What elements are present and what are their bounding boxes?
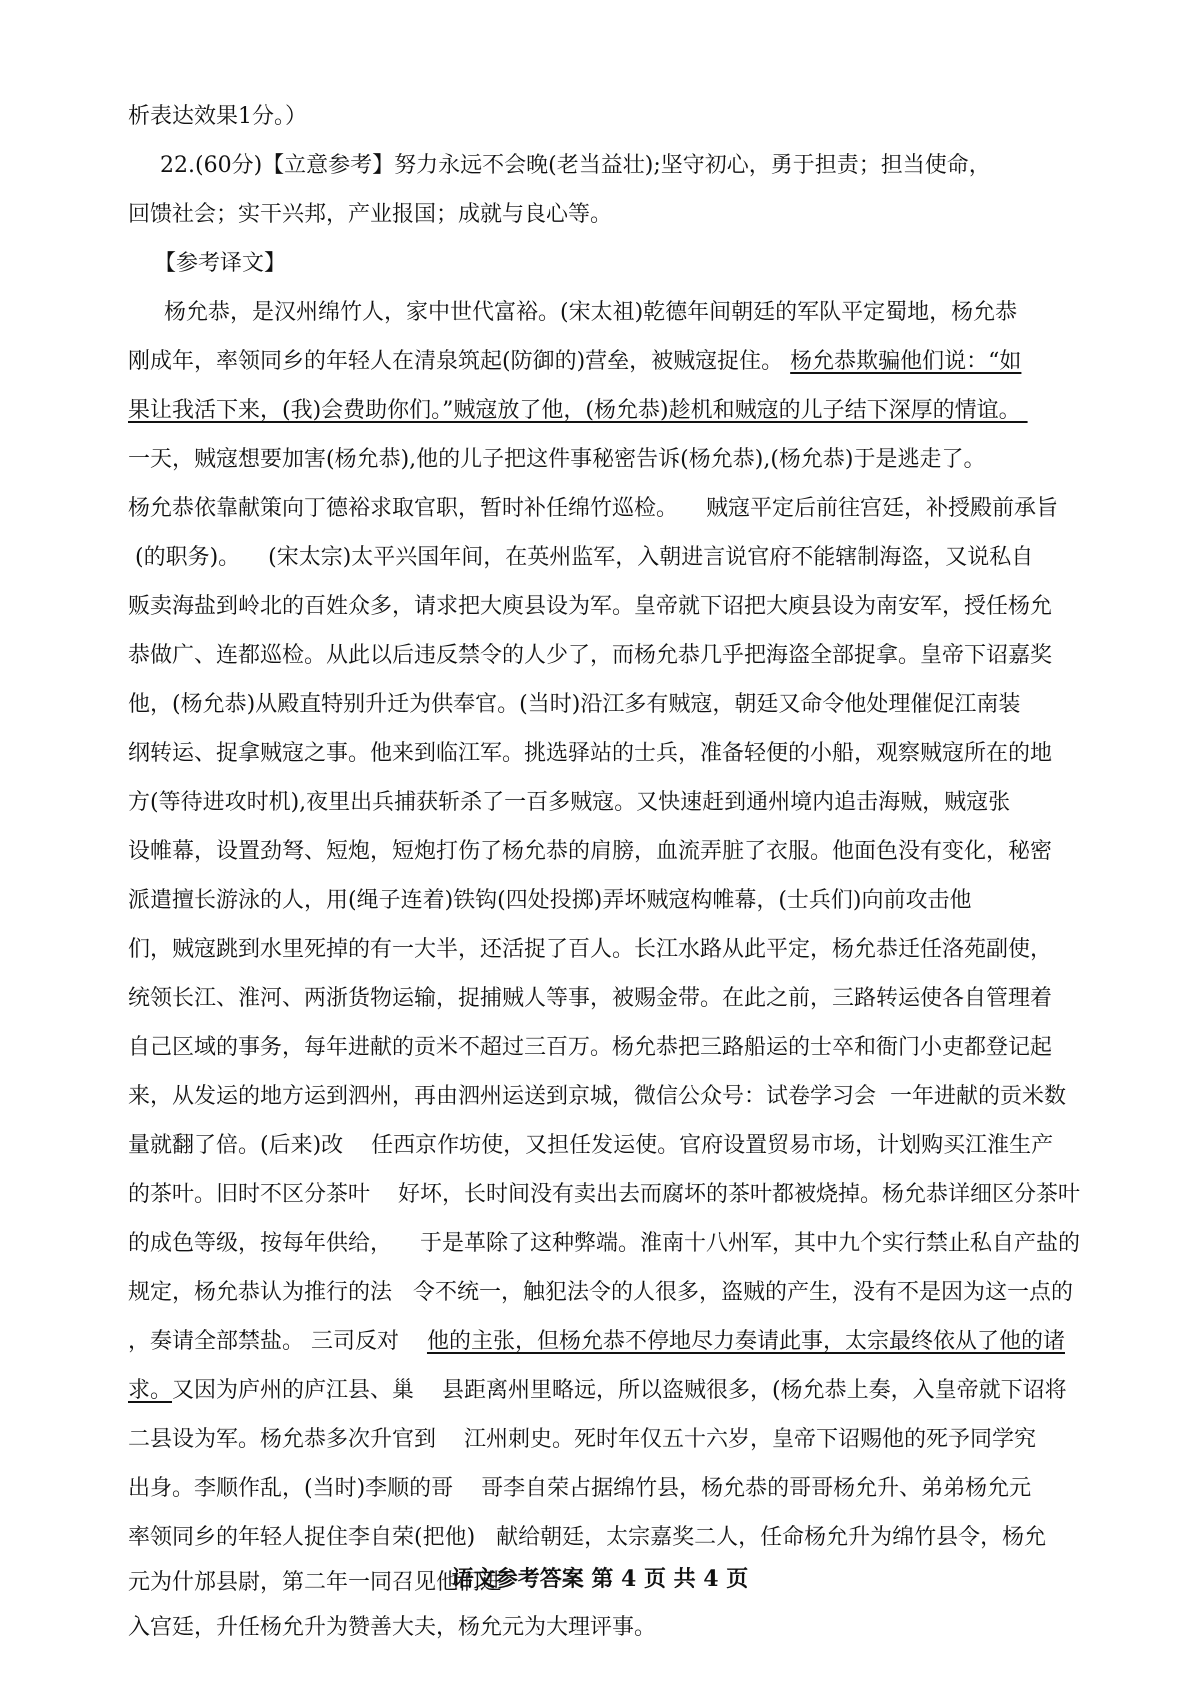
line-text: 派遣擅长游泳的人，用(绳子连着)铁钩(四处投掷)弄坏贼寇构帷幕，(士兵们)向前攻击他	[128, 888, 972, 913]
line-text: 统领长江、淮河、两浙货物运输，捉捕贼人等事，被赐金带。在此之前，三路转运使各自管理着	[128, 986, 1053, 1011]
text-line	[128, 396, 1028, 426]
text-line	[128, 1327, 1065, 1357]
text-line	[128, 347, 1021, 377]
text-line	[128, 445, 986, 475]
text-line	[128, 494, 1058, 524]
text-line	[128, 1131, 1053, 1161]
text-line	[128, 739, 1052, 769]
underlined-text: 果让我活下来，(我)会费助你们。”贼寇放了他，(杨允恭)趁机和贼寇的儿子结下深厚的情谊。	[128, 398, 1028, 423]
line-text: 出身。李顺作乱，(当时)李顺的哥 哥李自荣占据绵竹县，杨允恭的哥哥杨允升、弟弟杨允元	[128, 1476, 1032, 1501]
line-text: 二县设为军。杨允恭多次升官到 江州刺史。死时年仅五十六岁，皇帝下诏赐他的死予同学究	[128, 1427, 1036, 1452]
line-text: 纲转运、捉拿贼寇之事。他来到临江军。挑选驿站的士兵，准备轻便的小船，观察贼寇所在的地	[128, 741, 1053, 766]
text-line	[128, 788, 1010, 818]
line-text: 自己区域的事务，每年进献的贡米不超过三百万。杨允恭把三路船运的士卒和衙门小吏都登记起	[128, 1035, 1053, 1060]
line-text: 【参考译文】	[154, 251, 287, 276]
text-line	[128, 1278, 1073, 1308]
line-text: 杨允恭依靠献策向丁德裕求取官职，暂时补任绵竹巡检。 贼寇平定后前往宫廷，补授殿前承旨	[128, 496, 1058, 521]
line-text: 入宫廷，升任杨允升为赞善大夫，杨允元为大理评事。	[128, 1615, 657, 1640]
line-text: ，奏请全部禁盐。 三司反对	[128, 1329, 427, 1354]
line-text: 他，(杨允恭)从殿直特别升迁为供奉官。(当时)沿江多有贼寇，朝廷又命令他处理催促江南装	[128, 692, 1021, 717]
line-text: 的成色等级，按每年供给， 于是革除了这种弊端。淮南十八州军，其中九个实行禁止私自产盐的	[128, 1231, 1080, 1256]
text-line	[128, 984, 1052, 1014]
text-line	[128, 592, 1052, 622]
line-text: 们，贼寇跳到水里死掉的有一大半，还活捉了百人。长江水路从此平定，杨允恭迁任洛苑副使，	[128, 937, 1053, 962]
text-line	[128, 837, 1052, 867]
text-line	[128, 935, 1052, 965]
line-text: 恭做广、连都巡检。从此以后违反禁令的人少了，而杨允恭几乎把海盗全部捉拿。皇帝下诏嘉奖	[128, 643, 1053, 668]
text-line	[164, 298, 1017, 328]
text-line	[128, 1376, 1067, 1406]
line-text: 析表达效果1分。）	[128, 104, 307, 129]
line-text: 贩卖海盐到岭北的百姓众多，请求把大庾县设为军。皇帝就下诏把大庾县设为南安军，授任杨允	[128, 594, 1053, 619]
line-text: 的茶叶。旧时不区分茶叶 好坏，长时间没有卖出去而腐坏的茶叶都被烧掉。杨允恭详细区分茶叶	[128, 1182, 1080, 1207]
text-line	[128, 102, 307, 132]
text-line	[128, 543, 1033, 573]
text-line	[128, 200, 612, 230]
text-line	[128, 1474, 1031, 1504]
text-line	[128, 1613, 656, 1643]
line-text: 杨允恭，是汉州绵竹人，家中世代富裕。(宋太祖)乾德年间朝廷的军队平定蜀地，杨允恭	[164, 300, 1018, 325]
line-text: 方(等待进攻时机),夜里出兵捕获斩杀了一百多贼寇。又快速赶到通州境内追击海贼，贼寇张	[128, 790, 1011, 815]
page-footer: 语文参考答案 第 4 页 共 4 页	[451, 1566, 749, 1592]
line-text: 刚成年，率领同乡的年轻人在清泉筑起(防御的)营垒，被贼寇捉住。	[128, 349, 791, 374]
underlined-text: 求。	[128, 1378, 173, 1403]
text-line	[128, 690, 1020, 720]
text-line	[128, 1082, 1066, 1112]
line-text: 规定，杨允恭认为推行的法 令不统一，触犯法令的人很多，盗贼的产生，没有不是因为这一点的	[128, 1280, 1073, 1305]
underlined-text: 他的主张，但杨允恭不停地尽力奏请此事，太宗最终依从了他的诸	[426, 1329, 1065, 1354]
text-line	[128, 1033, 1052, 1063]
line-text: 设帷幕，设置劲弩、短炮，短炮打伤了杨允恭的肩膀，血流弄脏了衣服。他面色没有变化，秘密	[128, 839, 1053, 864]
line-text: 又因为庐州的庐江县、巢 县距离州里略远，所以盗贼很多，(杨允恭上奏，入皇帝就下诏将	[172, 1378, 1067, 1403]
text-line	[128, 641, 1052, 671]
text-line	[128, 1180, 1080, 1210]
text-line	[128, 1425, 1036, 1455]
line-text: 22.(60分)【立意参考】努力永远不会晚(老当益壮);坚守初心，勇于担责；担当使命，	[160, 153, 991, 178]
line-text: 来，从发运的地方运到泗州，再由泗州运送到京城，微信公众号：试卷学习会 一年进献的贡米数	[128, 1084, 1066, 1109]
line-text: 元为什邡县尉，第二年一同召见他们进	[128, 1570, 503, 1595]
text-line	[160, 151, 991, 181]
line-text: 一天，贼寇想要加害(杨允恭),他的儿子把这件事秘密告诉(杨允恭),(杨允恭)于是逃走了。	[128, 447, 986, 472]
text-line	[128, 1523, 1046, 1553]
line-text: 率领同乡的年轻人捉住李自荣(把他) 献给朝廷，太宗嘉奖二人，任命杨允升为绵竹县令，杨允	[128, 1525, 1047, 1550]
text-line	[128, 1229, 1080, 1259]
underlined-text: 杨允恭欺骗他们说：“如	[790, 349, 1022, 374]
line-text: 量就翻了倍。(后来)改 任西京作坊使，又担任发运使。官府设置贸易市场，计划购买江淮生产	[128, 1133, 1054, 1158]
line-text: 回馈社会；实干兴邦，产业报国；成就与良心等。	[128, 202, 613, 227]
text-line	[154, 249, 286, 279]
line-text: (的职务)。 (宋太宗)太平兴国年间，在英州监军，入朝进言说官府不能辖制海盗，又说私自	[128, 545, 1034, 570]
text-line	[128, 886, 972, 916]
